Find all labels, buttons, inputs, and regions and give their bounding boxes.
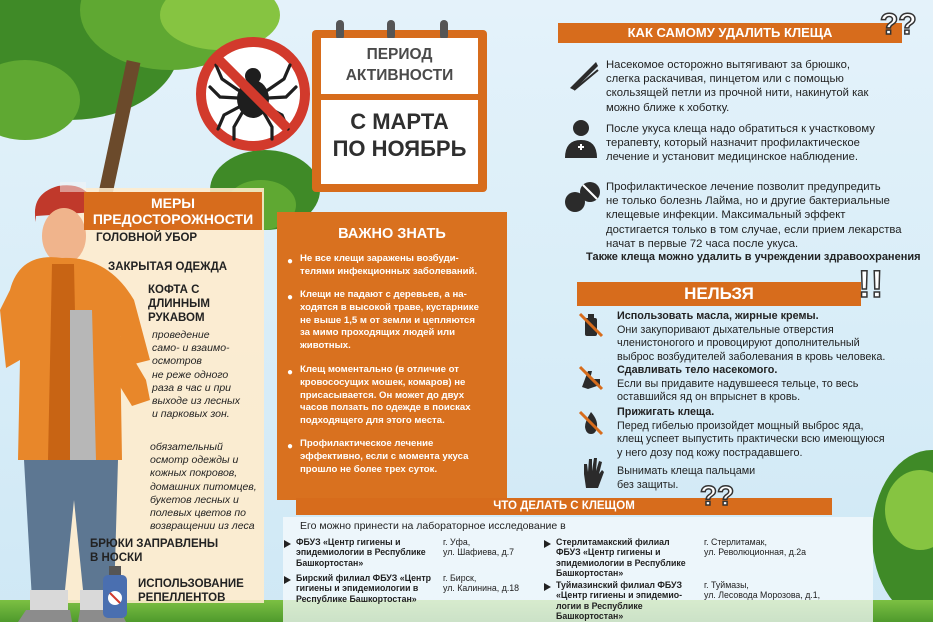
no-tick-icon: [194, 35, 312, 153]
important-item: Клещи не падают с деревьев, а на- ходятся в высокой траве, кустарнике не выше 1,5 м от земли и цепляются за мимо проходящих людей или животных.: [300, 289, 479, 352]
doctor-icon: [563, 118, 599, 158]
office-name: ФБУЗ «Центр гигиены и эпидемиологии в Республике Башкортостан»: [296, 537, 426, 568]
no-oil-icon: [578, 312, 604, 338]
important-title: ВАЖНО ЗНАТЬ: [338, 226, 446, 242]
hand-icon: [580, 456, 606, 490]
period-sign: [312, 30, 487, 192]
office-name: Туймазинский филиал ФБУЗ «Центр гигиены и эпидемио- логии в Республике Башкортостан»: [556, 580, 683, 622]
howto-title: КАК САМОМУ УДАЛИТЬ КЛЕЩА: [558, 23, 902, 43]
howto-step1: Насекомое осторожно вытягивают за брюшко, слегка раскачивая, пинцетом или с помощью скользящей петли из прочной нити, накинутой как можно ближе к хоботку.: [606, 59, 869, 114]
forbidden-item: Сдавливать тело насекомого. Если вы придавите надувшееся тельце, то весь оставшийся яд он впрыснет в кровь.: [617, 364, 859, 404]
poster: ПЕРИОД АКТИВНОСТИ С МАРТА ПО НОЯБРЬ МЕРЫ ПРЕДОСТОРОЖНОСТИ ГОЛОВНОЙ УБОР ЗАКРЫТАЯ ОДЕЖДА КОФТА С ДЛИННЫМ РУКАВОМ проведение само- и взаимо- осмотров не реже одного раза в час и при выходе из лесных и парковых зон. обязательный осмотр одежды и кожных покровов, домашних питомцев, букетов лесных и полевых цветов по возвращении из леса БРЮКИ ЗАПРАВЛЕНЫ В НОСКИ ИСПОЛЬЗОВАНИЕ РЕПЕЛЛЕНТОВ ВАЖНО ЗНАТЬ ● Не все клещи заражены возбуди- телями инфекционных заболеваний. ● Клещи не падают с деревьев, а на- ходятся в высокой траве, кустарнике не выше 1,5 м от земли и цепляются за мимо проходящих людей или животных. ● Клещ моментально (в отличие от кровососущих мошек, комаров) не присасывается. Он может до двух часов ползать по одежде в поисках подходящего для этого места. ● Профилактическое лечение эффективно, если с момента укуса прошло не более трех суток. КАК САМОМУ УДАЛИТЬ КЛЕЩА ?? Насекомое осторожно вытягивают за брюшко, слегка раскачивая, пинцетом или с помощью скользящей петли из прочной нити, накинутой как можно ближе к хоботку. После укуса клеща надо обратиться к участковому терапевту, который назначит профилактическое лечение и установит медицинское наблюдение. Профилактическое лечение позволит предупредить не только болезнь Лайма, но и другие бактериальные клещевые инфекции. Максимальный эффект достигается только в том случае, если прием лекарства начат в первые 72 часа после укуса. Также клеща можно удалить в учреждении здравоохранения НЕЛЬЗЯ !! Использовать масла, жирные кремы. Они закупоривают дыхательные отверстия членистоногого и провоцируют дополнительный выброс возбудителей заболевания в кровь человека. Сдавливать тело насекомого. Если вы придавите надувшееся тельце, то весь оставшийся яд он впрыснет в кровь. Прижигать клеща. Перед гибелью произойдет мощный выброс яда, клещ успеет выпустить практически всю имеющуюся у него дозу под кожу пострадавшего. Вынимать клеща пальцами без защиты. ЧТО ДЕЛАТЬ С КЛЕЩОМ ?? Его можно принести на лабораторное исследование в ФБУЗ «Центр гигиены и эпидемиологии в Республике Башкортостан» г. Уфа, ул. Шафиева, д.7 Бирский филиал ФБУЗ «Центр гигиены и эпидемиологии в Республике Башкортостан» г. Бирск, ул. Калинина, д.18 Стерлитамакский филиал ФБУЗ «Центр гигиены и эпидемиологии в Республике Башкортостан» г. Стерлитамак, ул. Революционная, д.2а Туймазинский филиал ФБУЗ «Центр гигиены и эпидемио- логии в Республике Башкортостан» г. Туймазы, ул. Лесовода Морозова, д.1,: [0, 0, 933, 622]
no-squeeze-icon: [578, 365, 604, 391]
office-address: г. Стерлитамак, ул. Революционная, д.2а: [704, 537, 807, 558]
whattodo-subtitle: Его можно принести на лабораторное исследование в: [300, 520, 566, 532]
important-item: Клещ моментально (в отличие от кровососущих мошек, комаров) не присасывается. Он может до двух часов ползать по одежде в поисках подходящего для этого места.: [300, 364, 471, 427]
note-self-inspection: проведение само- и взаимо- осмотров не реже одного раза в час и при выходе из лесных и парковых зон.: [152, 329, 241, 421]
forbidden-item: Вынимать клеща пальцами без защиты.: [617, 465, 756, 491]
forbidden-item: Прижигать клеща. Перед гибелью произойдет мощный выброс яда, клещ успеет выпустить практически всю имеющуюся у него дозу под кожу пострадавшего.: [617, 406, 885, 459]
note-inspection: обязательный осмотр одежды и кожных покровов, домашних питомцев, букетов лесных и полевых цветов по возвращении из леса: [150, 441, 257, 533]
office-address: г. Бирск, ул. Калинина, д.18: [443, 573, 520, 594]
precautions-title: МЕРЫ ПРЕДОСТОРОЖНОСТИ: [84, 192, 262, 230]
howto-step3: Профилактическое лечение позволит предупредить не только болезнь Лайма, но и другие бактериальные клещевые инфекции. Максимальный эффект достигается только в том случае, если прием лекарства начат в первые 72 часа после укуса.: [606, 181, 902, 250]
office-address: г. Туймазы, ул. Лесовода Морозова, д.1,: [704, 580, 821, 601]
whattodo-title: ЧТО ДЕЛАТЬ С КЛЕЩОМ: [296, 498, 832, 515]
office-address: г. Уфа, ул. Шафиева, д.7: [443, 537, 515, 558]
repellent-icon: [100, 566, 130, 618]
forbidden-item: Использовать масла, жирные кремы. Они закупоривают дыхательные отверстия членистоногого и провоцируют дополнительный выброс возбудителей заболевания в кровь человека.: [617, 310, 886, 363]
question-marks: ??: [880, 8, 917, 41]
label-closed-clothes: ЗАКРЫТАЯ ОДЕЖДА: [108, 261, 228, 273]
tweezers-icon: [566, 58, 600, 92]
label-jacket: КОФТА С ДЛИННЫМ РУКАВОМ: [148, 284, 210, 324]
period-title: ПЕРИОД АКТИВНОСТИ: [345, 46, 454, 84]
exclaim-marks: !!: [858, 264, 884, 306]
no-fire-icon: [578, 410, 604, 436]
important-item: Профилактическое лечение эффективно, если с момента укуса прошло не более трех суток.: [300, 438, 469, 475]
howto-step2: После укуса клеща надо обратиться к участковому терапевту, который назначит профилактическое лечение и установит медицинское наблюдение.: [606, 123, 875, 164]
pills-icon: [563, 180, 601, 214]
question-marks: ??: [700, 480, 735, 511]
forbidden-title: НЕЛЬЗЯ: [577, 282, 861, 306]
office-name: Бирский филиал ФБУЗ «Центр гигиены и эпидемиологии в Республике Башкортостан»: [296, 573, 432, 604]
important-item: Не все клещи заражены возбуди- телями инфекционных заболеваний.: [300, 253, 478, 277]
office-name: Стерлитамакский филиал ФБУЗ «Центр гигиены и эпидемиологии в Республике Башкортостан»: [556, 537, 686, 579]
label-trousers: БРЮКИ ЗАПРАВЛЕНЫ В НОСКИ: [90, 538, 219, 564]
label-repellent: ИСПОЛЬЗОВАНИЕ РЕПЕЛЛЕНТОВ: [138, 578, 244, 604]
period-range: С МАРТА ПО НОЯБРЬ: [332, 109, 467, 161]
label-headwear: ГОЛОВНОЙ УБОР: [96, 232, 198, 244]
howto-note: Также клеща можно удалить в учреждении здравоохранения: [586, 251, 921, 263]
